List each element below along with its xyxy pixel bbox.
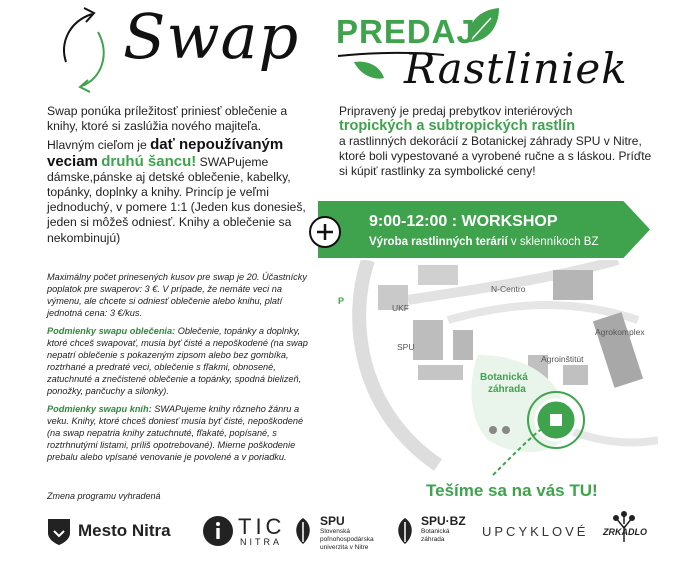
logo-spu-sub2: poľnohospodárska: [320, 536, 374, 543]
intro-text: Hlavným cieľom je: [47, 138, 151, 153]
logo-spubz-sub1: Botanická: [421, 528, 450, 535]
predaj-highlight: tropických a subtropických rastlín: [339, 118, 576, 134]
logo-upcyklove: UPCYKLOVÉ: [482, 524, 589, 539]
program-change-note: Zmena programu vyhradená: [47, 491, 161, 501]
map-label-agrokomplex: Agrokomplex: [595, 327, 645, 337]
leaf-icon-small: [352, 58, 386, 82]
workshop-time: 9:00-12:00 : WORKSHOP: [369, 213, 558, 230]
logo-tic: TIC: [238, 514, 286, 539]
intro-emph2: veciam: [47, 152, 98, 170]
swap-rules: [47, 271, 309, 469]
rastliniek-title: Rastliniek: [404, 44, 628, 93]
map-label-agroinstitut: Agroinštitút: [541, 354, 584, 364]
intro-emph-green: druhú šancu!: [101, 152, 197, 170]
logo-spubz: SPU·BZ: [421, 514, 466, 528]
map-label-ncentro: N-Centro: [491, 284, 526, 294]
swap-intro: [47, 104, 309, 246]
rules-clothes-head: Podmienky swapu oblečenia:: [47, 326, 176, 336]
predaj-intro-2: a rastlinných dekorácií z Botanickej záhrady SPU v Nitre, ktoré boli vypestované a vyrobené ručne a s láskou. Príďte si kúpiť rastlinky za symbolické ceny!: [339, 134, 652, 178]
map-label-zahrada: záhrada: [488, 384, 526, 395]
workshop-subtitle: [369, 236, 598, 248]
swap-title: Swap: [123, 0, 300, 73]
swap-intro-p2: [47, 137, 309, 245]
swap-intro-p1: Swap ponúka príležitosť priniesť oblečenie a knihy, ktoré si zaslúžia nového majiteľa.: [47, 104, 288, 134]
map-label-spu: SPU: [397, 342, 415, 352]
map-label-botanicka: Botanická: [480, 372, 528, 383]
rules-books: [47, 403, 309, 463]
plus-circle-icon: [308, 215, 342, 249]
campus-map: [318, 260, 658, 480]
logo-spu: SPU: [320, 514, 345, 528]
workshop-sub-rest: v sklenníkoch BZ: [507, 236, 599, 248]
predaj-intro: [339, 104, 659, 179]
swap-arrows-icon: [58, 4, 118, 96]
tesime-text: Tešíme sa na vás TU!: [426, 481, 598, 500]
info-icon: [202, 515, 234, 547]
spu-leaf-icon: [290, 516, 316, 546]
logo-mesto-nitra: Mesto Nitra: [78, 521, 171, 540]
map-parking-label: P: [338, 296, 345, 306]
logo-spu-sub3: univerzita v Nitre: [320, 544, 369, 551]
logo-spu-sub1: Slovenská: [320, 528, 350, 535]
rules-clothes-body: Oblečenie, topánky a doplnky, ktoré chceš swapovať, musia byť čisté a nepoškodené (na swap nepatrí oblečenie s pokazeným zipsom alebo bez gombíka, roztrhané a predraté veci, oblečenie s fľakmi, obnosené, zatuchnuté a znečistené oblečenie a topánky, spodná bielizeň, ponožky, pančuchy a silonky).: [47, 326, 308, 396]
rules-general: Maximálny počet prinesených kusov pre swap je 20. Účastnícky poplatok pre swaperov: 3 €. V prípade, že nemáte veci na výmenu, ale chcete si odniesť oblečenie alebo knihu, platí jednotná cena: 3 €/kus.: [47, 272, 307, 318]
rules-clothes: [47, 325, 309, 397]
predaj-intro-1: Pripravený je predaj prebytkov interiérových: [339, 104, 573, 118]
workshop-sub-bold: Výroba rastlinných terárií: [369, 236, 508, 248]
spubz-leaf-icon: [392, 516, 418, 546]
rules-books-head: Podmienky swapu kníh:: [47, 404, 152, 414]
logo-spubz-sub2: záhrada: [421, 536, 445, 543]
logo-tic-sub: NITRA: [240, 537, 282, 547]
logo-zrkadlo: ZRKADLO: [603, 527, 647, 537]
mesto-nitra-crest-icon: [44, 517, 74, 547]
predaj-title: PREDAJ: [336, 13, 476, 50]
intro-emph: dať nepoužívaným: [150, 136, 284, 154]
rules-books-body: SWAPujeme knihy rôzneho žánru a veku. Knihy, ktoré chceš doniesť musia byť čisté, nepoškodené (na swap nepatria knihy zatuchnuté, fľakaté, popísané, s roztrhnutými listami, príliš opotrebované). Mierne poškodenie prebalu alebo vpísané venovanie je povolené a v poriadku.: [47, 404, 304, 462]
intro-rest: SWAPujeme dámske,pánske aj detské oblečenie, kabelky, topánky, doplnky a knihy. Princíp je veľmi jednoduchý, v pomere 1:1 (Jeden kus donesieš, jeden si môžeš odniesť. Knihy a oblečenie sa nekombinujú): [47, 154, 306, 245]
map-label-ukf: UKF: [392, 303, 409, 313]
